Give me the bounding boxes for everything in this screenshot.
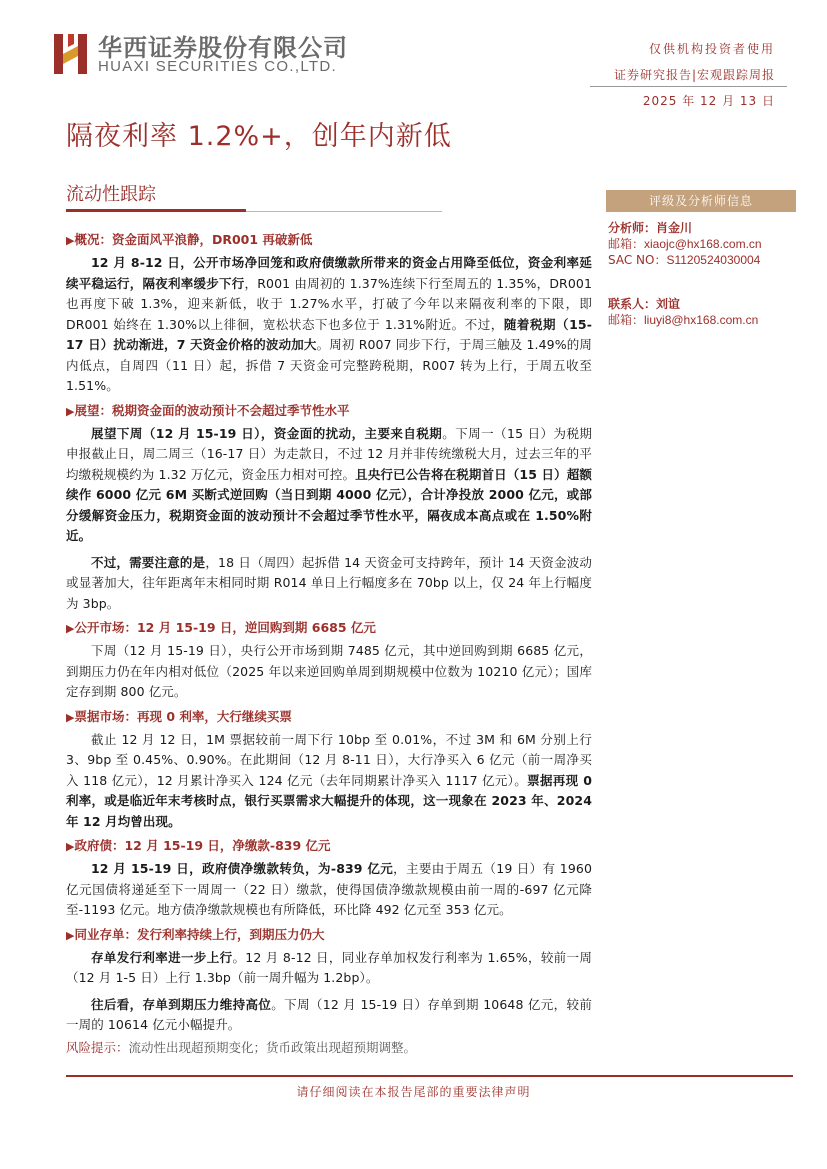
contact-email-row bbox=[608, 312, 796, 328]
paragraph-ncd-maturity: 往后看，存单到期压力维持高位。下周（12 月 15-19 日）存单到期 10648 亿元，较前一周的 10614 亿元小幅提升。 bbox=[66, 996, 592, 1032]
risk-warning bbox=[66, 1038, 592, 1058]
sac-number: S1120524030004 bbox=[666, 253, 761, 267]
section-title: 流动性跟踪 bbox=[66, 184, 156, 205]
company-name-cn: 华西证券股份有限公司 bbox=[98, 34, 348, 62]
triangle-right-icon: ▶ bbox=[66, 404, 75, 418]
analyst-name: 分析师：肖金川 bbox=[608, 221, 693, 235]
heading-overview: ▶概况：资金面风平浪静，DR001 再破新低 bbox=[66, 232, 313, 247]
risk-label: 风险提示： bbox=[66, 1039, 129, 1055]
heading-outlook: ▶展望：税期资金面的波动预计不会超过季节性水平 bbox=[66, 402, 350, 418]
triangle-right-icon: ▶ bbox=[66, 622, 75, 635]
heading-government-bonds: ▶政府债：12 月 15-19 日，净缴款-839 亿元 bbox=[66, 838, 331, 853]
report-date: 2025 年 12 月 13 日 bbox=[642, 94, 775, 108]
heading-open-market: ▶公开市场：12 月 15-19 日，逆回购到期 6685 亿元 bbox=[66, 620, 376, 635]
report-type: 证券研究报告|宏观跟踪周报 bbox=[613, 68, 775, 82]
paragraph-open-market: 下周（12 月 15-19 日），央行公开市场到期 7485 亿元，其中逆回购到期 6685 亿元，到期压力仍在年内相对低位（2025 年以来逆回购单周到期规模中位数为 10210 亿元）；国库定存到期 800 亿元。 bbox=[66, 643, 592, 699]
paragraph-overview: 12 月 8-12 日，公开市场净回笼和政府债缴款所带来的资金占用降至低位，资金利率延续平稳运行，隔夜利率缓步下行，R001 由周初的 1.37%连续下行至周五的 1.35%，DR001 也再度下破 1.3%，迎来新低，收于 1.27%水平，打破了今年以来隔夜利率的下限，即 DR001 始终在 1.30%以上徘徊，宽松状态下也多位于 1.31%附近。不过，随着税期（15-17 日）扰动渐进，7 天资金价格的波动加大。周初 R007 同步下行，于周三触及 1.49%的周内低点，自周四（11 日）起，拆借 7 天资金可完整跨税期，R007 转为上行，于周五收至 1.51%。 bbox=[66, 255, 593, 393]
triangle-right-icon: ▶ bbox=[66, 840, 75, 853]
section-underline bbox=[66, 209, 246, 212]
triangle-right-icon: ▶ bbox=[66, 234, 75, 247]
paragraph-bill-market: 截止 12 月 12 日，1M 票据较前一周下行 10bp 至 0.01%，不过 3M 和 6M 分别上行 3、9bp 至 0.45%、0.90%。在此期间（12 月 8-11 日），大行净买入 6 亿元（前一周净买入 118 亿元），12 月累计净买入 124 亿元（去年同期累计净买入 1117 亿元）。票据再现 0 利率，或是临近年末考核时点，银行买票需求大幅提升的体现，这一现象在 2023 年、2024 年 12 月均曾出现。 bbox=[66, 731, 592, 829]
paragraph-ncd-rate: 存单发行利率进一步上行。12 月 8-12 日，同业存单加权发行利率为 1.65%，较前一周（12 月 1-5 日）上行 1.3bp（前一周升幅为 1.2bp）。 bbox=[66, 949, 592, 985]
legal-notice: 请仔细阅读在本报告尾部的重要法律声明 bbox=[296, 1085, 531, 1099]
huaxi-logo-icon bbox=[52, 30, 92, 76]
header-divider bbox=[590, 86, 787, 87]
heading-bill-market: ▶票据市场：再现 0 利率，大行继续买票 bbox=[66, 708, 292, 724]
section-underline-light bbox=[246, 211, 442, 212]
paragraph-government-bonds: 12 月 15-19 日，政府债净缴款转负，为-839 亿元，主要由于周五（19 日）有 1960 亿元国债将递延至下一周周一（22 日）缴款，使得国债净缴款规模由前一周的-697 亿元降至-1193 亿元。地方债净缴款规模也有所降低，环比降 492 亿元至 353 亿元。 bbox=[66, 861, 592, 917]
footer-divider bbox=[66, 1075, 793, 1077]
paragraph-outlook: 展望下周（12 月 15-19 日），资金面的扰动，主要来自税期。下周一（15 日）为税期申报截止日，周二周三（16-17 日）为走款日，不过 12 月并非传统缴税大月，过去三年的平均缴税规模约为 1.32 万亿元，资金压力相对可控。且央行已公告将在税期首日（15 日）超额续作 6000 亿元 6M 买断式逆回购（当日到期 4000 亿元），合计净投放 2000 亿元，或部分缓解资金压力，税期资金面的波动预计不会超过季节性水平，隔夜成本高点或在 1.50%附近。 bbox=[66, 425, 593, 543]
risk-text: 流动性出现超预期变化；货币政策出现超预期调整。 bbox=[128, 1039, 417, 1055]
report-body bbox=[66, 226, 592, 1058]
sac-label: SAC NO： bbox=[608, 253, 667, 267]
analyst-panel-heading: 评级及分析师信息 bbox=[606, 190, 796, 212]
contact-name: 联系人：刘谊 bbox=[608, 297, 681, 311]
paragraph-outlook-note: 不过，需要注意的是，18 日（周四）起拆借 14 天资金可支持跨年，预计 14 天资金波动或显著加大，往年距离年末相同时期 R014 单日上行幅度多在 70bp 以上，仅 24 年上行幅度为 3bp。 bbox=[66, 554, 592, 611]
contact-email-label: 邮箱： bbox=[608, 313, 645, 327]
contact-email[interactable]: liuyi8@hx168.com.cn bbox=[644, 313, 759, 327]
sac-row bbox=[608, 252, 796, 268]
analyst-info-panel bbox=[606, 190, 796, 328]
analyst-email[interactable]: xiaojc@hx168.com.cn bbox=[644, 237, 762, 251]
triangle-right-icon: ▶ bbox=[66, 928, 75, 942]
analyst-email-label: 邮箱： bbox=[608, 237, 645, 251]
usage-note: 仅供机构投资者使用 bbox=[648, 42, 775, 56]
triangle-right-icon: ▶ bbox=[66, 710, 75, 724]
report-title: 隔夜利率 1.2%+，创年内新低 bbox=[66, 121, 452, 152]
analyst-email-row bbox=[608, 236, 796, 252]
company-name-en: HUAXI SECURITIES CO.,LTD. bbox=[98, 58, 337, 75]
heading-ncd: ▶同业存单：发行利率持续上行，到期压力仍大 bbox=[66, 926, 325, 942]
